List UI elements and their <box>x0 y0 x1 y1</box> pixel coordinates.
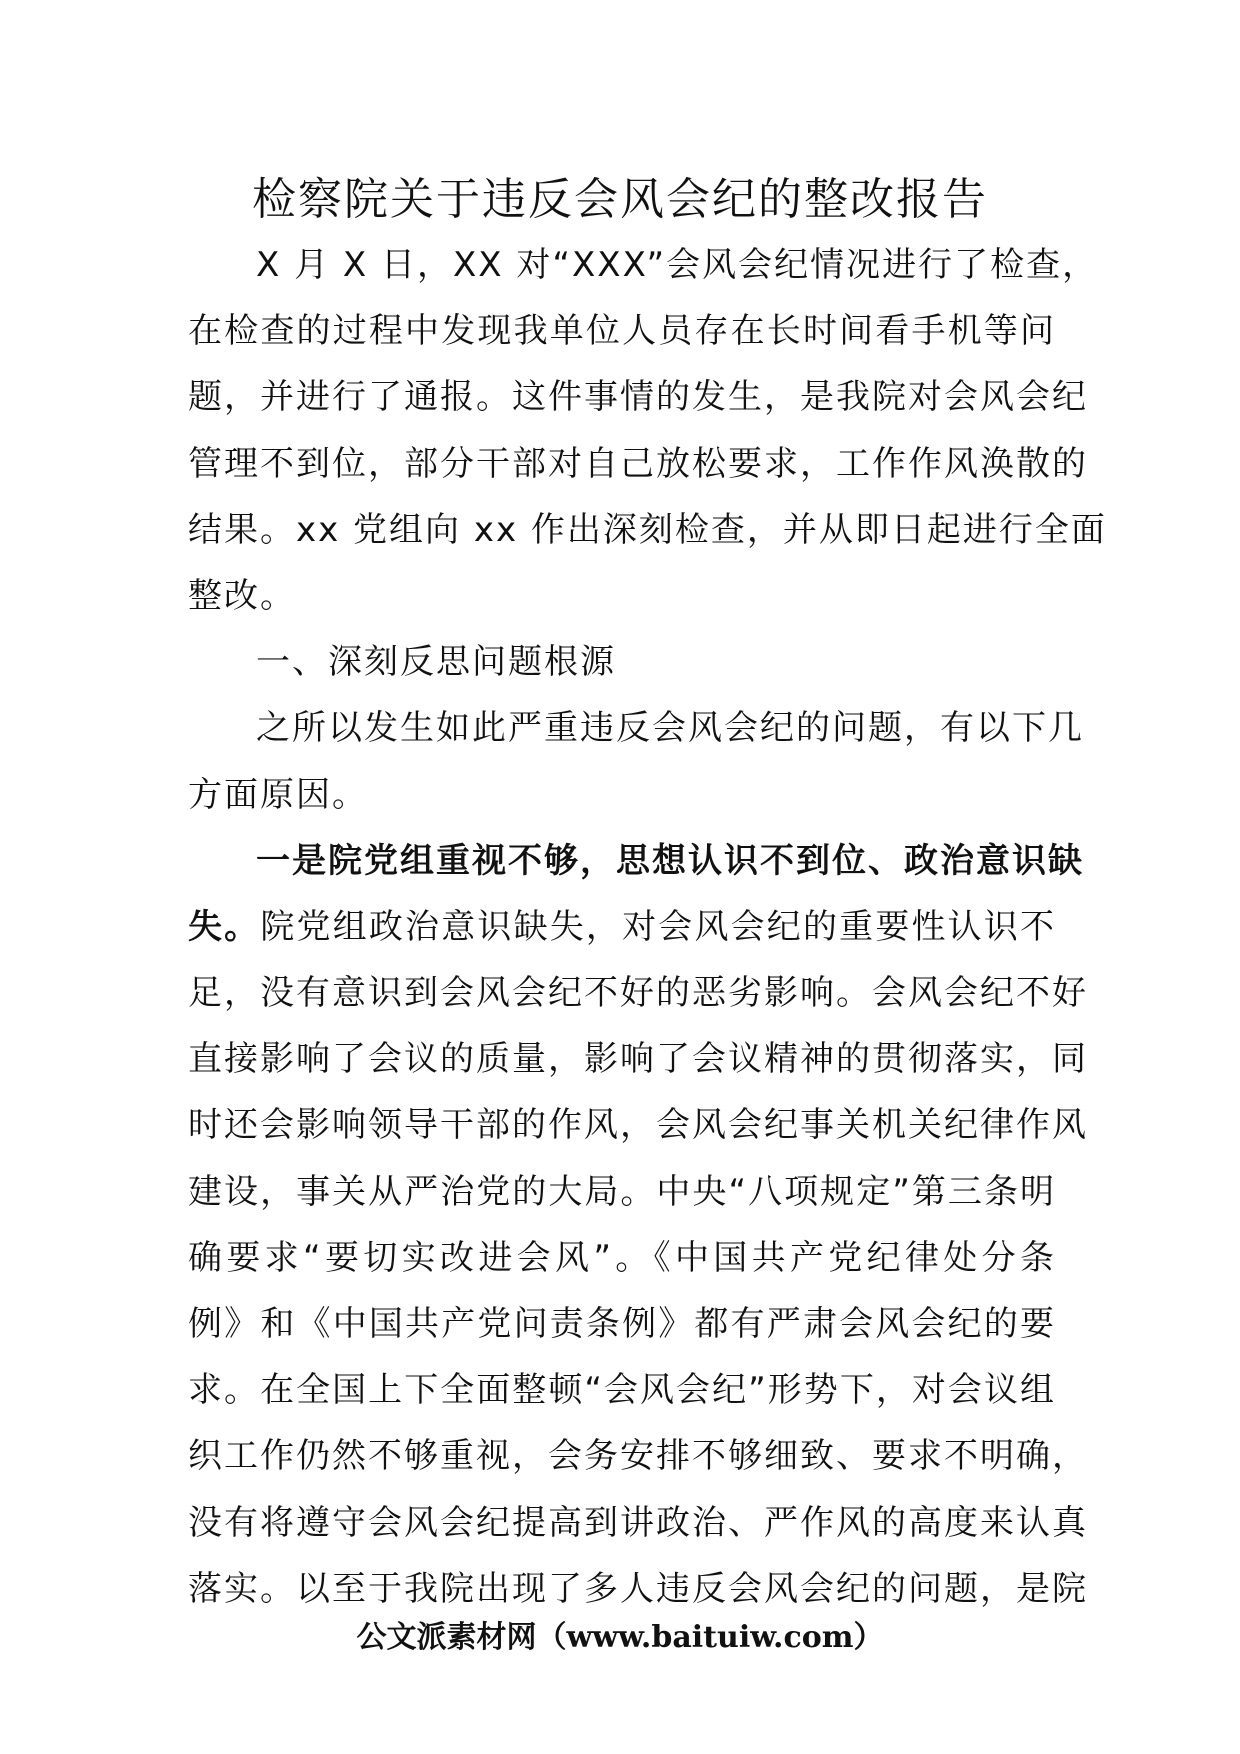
bold-lead-text: 失。 <box>188 906 261 947</box>
paragraph-line <box>188 894 1056 960</box>
paragraph-line: 时还会影响领导干部的作风，会风会纪事关机关纪律作风 <box>188 1105 1088 1146</box>
paragraph-line: 在检查的过程中发现我单位人员存在长时间看手机等问 <box>188 311 1056 352</box>
paragraph-line: 结果。xx 党组向 xx 作出深刻检查，并从即日起进行全面 <box>188 509 1107 550</box>
paragraph-line: 直接影响了会议的质量，影响了会议精神的贯彻落实，同 <box>188 1039 1088 1080</box>
bold-lead-text: 一是院党组重视不够，思想认识不到位、政治意识缺 <box>256 840 1084 881</box>
paragraph-line: 没有将遵守会风会纪提高到讲政治、严作风的高度来认真 <box>188 1502 1088 1543</box>
source-footer: 公文派素材网（www.baituiw.com） <box>356 1620 884 1655</box>
document-body <box>188 232 1107 1622</box>
paragraph-line: 方面原因。 <box>188 774 368 815</box>
paragraph-line: 落实。以至于我院出现了多人违反会风会纪的问题，是院 <box>188 1568 1088 1609</box>
paragraph-line: X 月 X 日，XX 对“XXX”会风会纪情况进行了检查， <box>256 245 1099 285</box>
paragraph-line: 例》和《中国共产党问责条例》都有严肃会风会纪的要 <box>188 1304 1056 1344</box>
paragraph-text: 院党组政治意识缺失，对会风会纪的重要性认识不 <box>260 906 1057 947</box>
paragraph-line: 整改。 <box>188 575 296 616</box>
paragraph-line: 题，并进行了通报。这件事情的发生，是我院对会风会纪 <box>188 377 1088 418</box>
document-title: 检察院关于违反会风会纪的整改报告 <box>252 174 988 225</box>
paragraph-line: 足，没有意识到会风会纪不好的恶劣影响。会风会纪不好 <box>188 973 1088 1014</box>
paragraph-line: 管理不到位，部分干部对自己放松要求，工作作风涣散的 <box>188 443 1088 484</box>
paragraph-line: 之所以发生如此严重违反会风会纪的问题，有以下几 <box>256 708 1084 749</box>
paragraph-line: 求。在全国上下全面整顿“会风会纪”形势下，对会议组 <box>188 1370 1056 1411</box>
paragraph-line: 确要求“要切实改进会风”。《中国共产党纪律处分条 <box>188 1237 1056 1278</box>
paragraph-line: 织工作仍然不够重视，会务安排不够细致、要求不明确， <box>188 1436 1088 1477</box>
bold-lead-line <box>188 828 1084 894</box>
section-heading: 一、深刻反思问题根源 <box>256 642 616 683</box>
paragraph-line: 建设，事关从严治党的大局。中央“八项规定”第三条明 <box>188 1171 1056 1212</box>
